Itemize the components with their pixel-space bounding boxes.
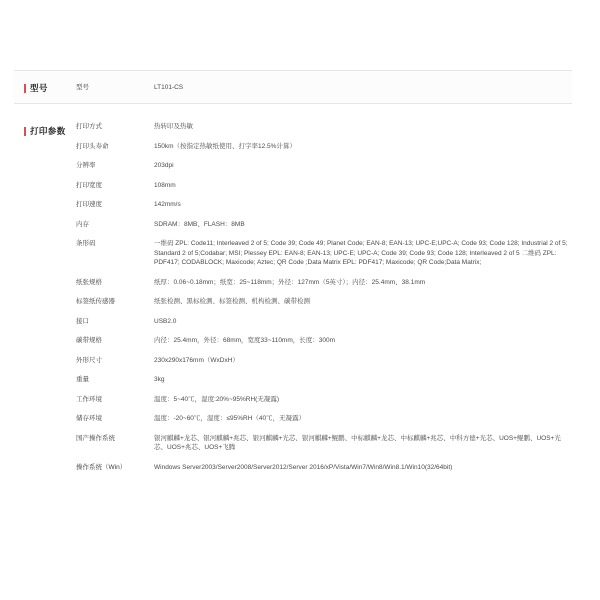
table-row <box>14 390 572 410</box>
row-value: 温度：5~40℃，湿度:20%~95%RH(无凝露) <box>154 395 279 403</box>
row-value: 纸厚：0.06~0.18mm；纸宽：25~118mm；外径：127mm（5英寸）；内径：25.4mm、38.1mm <box>154 278 426 286</box>
table-row <box>14 351 572 371</box>
row-value: 150km（按指定热敏纸使用、打字率12.5%计算） <box>154 142 296 150</box>
table-row <box>14 156 572 176</box>
row-label: 工作环境 <box>76 395 102 403</box>
row-value: 温度：-20~60℃，湿度：≤95%RH（40℃，无凝露） <box>154 415 306 422</box>
section-title-cell-print-parameters <box>14 114 76 477</box>
table-row <box>14 409 572 429</box>
table-row <box>14 137 572 157</box>
row-value: SDRAM：8MB、FLASH：8MB <box>154 220 245 228</box>
table-row <box>14 331 572 351</box>
row-label: 标签纸传感器 <box>76 298 115 305</box>
row-value: 3kg <box>154 376 165 383</box>
row-label: 储存环境 <box>76 415 102 422</box>
row-label: 打印速度 <box>76 201 102 208</box>
table-row <box>14 273 572 293</box>
section-title-cell-model <box>14 71 76 104</box>
row-label: 型号 <box>76 71 154 104</box>
row-label: 纸张规格 <box>76 278 102 286</box>
row-label: 外形尺寸 <box>76 356 102 364</box>
table-row <box>14 114 572 137</box>
row-label: 条形码 <box>76 240 96 247</box>
row-value: 203dpi <box>154 162 174 169</box>
row-label: 打印宽度 <box>76 181 102 189</box>
row-label: 重量 <box>76 376 89 383</box>
row-label: 接口 <box>76 317 89 325</box>
row-value: 纸张检测、黑标检测、标签检测、机构检测、碳带检测 <box>154 298 310 305</box>
row-value: 一维码 ZPL: Code11; Interleaved 2 of 5; Code 39; Code 49; Planet Code; EAN-8; EAN-13; UPC-E;UPC-A; Code 93; Code 128; Industrial 2 of 5; Standard 2 of 5;Codabar; MSI; Plessey EPL: EAN-8; EAN-13; UPC-E; UPC-A; Code 39; Code 93; Code 128; Interleaved 2 of 5 二维码 ZPL: PDF417; CODABLOCK; Maxicode; Aztec; QR Code ;Data Matrix EPL: PDF417; Maxicode; QR Code;Data Matrix; <box>154 240 568 266</box>
row-label: 操作系统（Win） <box>76 463 127 471</box>
section-title: 型号 <box>24 82 48 94</box>
table-row <box>14 312 572 332</box>
row-value: 142mm/s <box>154 201 181 208</box>
row-value: USB2.0 <box>154 317 177 325</box>
table-row <box>14 234 572 273</box>
row-label: 打印头寿命 <box>76 142 109 150</box>
row-value: LT101-CS <box>154 71 572 104</box>
table-row <box>14 370 572 390</box>
row-label: 内存 <box>76 220 89 228</box>
row-label: 打印方式 <box>76 123 102 130</box>
row-value: 热转印及热敏 <box>154 123 193 130</box>
table-row <box>14 195 572 215</box>
row-value: 230x290x176mm（WxDxH） <box>154 356 239 364</box>
row-value: Windows Server2003/Server2008/Server2012/Server 2016/xP/Vista/Win7/Win8/Win8.1/Win10(32/64bit) <box>154 463 453 471</box>
specification-table <box>14 70 572 477</box>
row-value: 银河麒麟+龙芯、银河麒麟+兆芯、银河麒麟+光芯、银河麒麟+鲲鹏、中标麒麟+龙芯、中标麒麟+兆芯、中科方德+光芯、UOS+鲲鹏、UOS+光芯、UOS+兆芯、UOS+飞腾 <box>154 434 561 451</box>
table-row <box>14 215 572 235</box>
table-row <box>14 292 572 312</box>
table-row <box>14 458 572 478</box>
row-label: 分辨率 <box>76 162 96 169</box>
row-value: 内径：25.4mm，外径：68mm，宽度33~110mm，长度：300m <box>154 337 336 344</box>
row-label: 碳带规格 <box>76 337 102 344</box>
row-value: 108mm <box>154 181 176 189</box>
table-row <box>14 71 572 104</box>
section-title: 打印参数 <box>24 125 66 137</box>
section-gap <box>14 104 572 115</box>
table-row <box>14 429 572 458</box>
row-label: 国产操作系统 <box>76 434 115 442</box>
table-row <box>14 176 572 196</box>
